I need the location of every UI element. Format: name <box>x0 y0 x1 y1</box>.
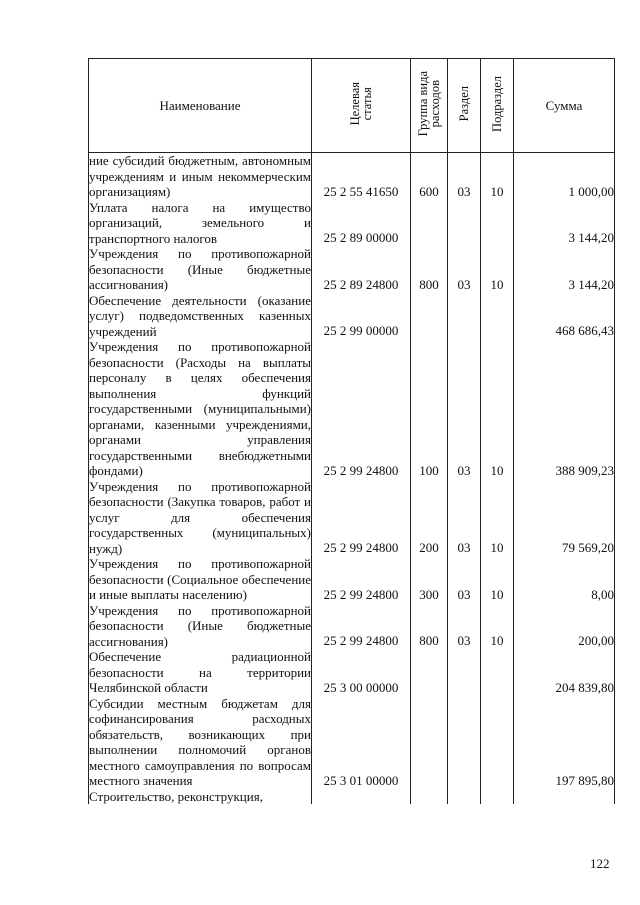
row-subsection: 10 <box>481 153 514 200</box>
table-row <box>89 153 615 200</box>
row-name: Учреждения по противопожарной безопасности (Расходы на выплаты персоналу в целях обеспечения выполнения функций государственными (муниципальными) органами, казенными учреждениями, органами управления государственными внебюджетными фондами) <box>89 339 311 478</box>
table-row <box>89 339 615 479</box>
table-row <box>89 479 615 557</box>
row-section: 03 <box>448 339 481 479</box>
row-section <box>448 789 481 805</box>
table-row <box>89 649 615 696</box>
row-subsection <box>481 789 514 805</box>
row-expense-group <box>411 200 448 247</box>
row-name: ние субсидий бюджетным, автономным учреждениям и иным некоммерческим организациям) <box>89 153 311 199</box>
table-row <box>89 246 615 293</box>
row-target-article <box>312 789 411 805</box>
budget-table <box>88 58 615 804</box>
row-name: Учреждения по противопожарной безопасности (Закупка товаров, работ и услуг для обеспечения государственных (муниципальных) нужд) <box>89 478 311 556</box>
row-amount: 197 895,80 <box>514 696 615 789</box>
row-target-article: 25 3 01 00000 <box>312 696 411 789</box>
row-subsection <box>481 696 514 789</box>
row-subsection: 10 <box>481 246 514 293</box>
header-name: Наименование <box>89 59 312 153</box>
row-target-article: 25 2 99 24800 <box>312 479 411 557</box>
row-amount: 204 839,80 <box>514 649 615 696</box>
row-section <box>448 696 481 789</box>
header-subsection: Подраздел <box>481 59 514 153</box>
row-expense-group: 100 <box>411 339 448 479</box>
row-subsection: 10 <box>481 339 514 479</box>
row-amount: 3 144,20 <box>514 246 615 293</box>
row-name: Строительство, реконструкция, <box>89 789 312 805</box>
row-section: 03 <box>448 153 481 200</box>
row-section <box>448 649 481 696</box>
row-subsection: 10 <box>481 479 514 557</box>
row-amount: 8,00 <box>514 556 615 603</box>
header-section: Раздел <box>448 59 481 153</box>
row-section: 03 <box>448 479 481 557</box>
page-number: 122 <box>590 856 610 871</box>
row-subsection <box>481 293 514 340</box>
table-row <box>89 293 615 340</box>
row-target-article: 25 2 99 24800 <box>312 339 411 479</box>
row-target-article: 25 2 89 24800 <box>312 246 411 293</box>
row-target-article: 25 2 99 24800 <box>312 556 411 603</box>
row-expense-group: 800 <box>411 603 448 650</box>
row-amount: 468 686,43 <box>514 293 615 340</box>
row-amount: 388 909,23 <box>514 339 615 479</box>
row-section <box>448 200 481 247</box>
row-expense-group <box>411 293 448 340</box>
row-name: Обеспечение радиационной безопасности на территории Челябинской области <box>89 649 311 695</box>
row-expense-group <box>411 696 448 789</box>
table-row <box>89 789 615 805</box>
row-target-article: 25 3 00 00000 <box>312 649 411 696</box>
row-target-article: 25 2 99 00000 <box>312 293 411 340</box>
row-name: Обеспечение деятельности (оказание услуг) подведомственных казенных учреждений <box>89 292 311 339</box>
row-expense-group <box>411 649 448 696</box>
row-subsection: 10 <box>481 603 514 650</box>
row-target-article: 25 2 99 24800 <box>312 603 411 650</box>
row-name: Уплата налога на имущество организаций, земельного и транспортного налогов <box>89 199 311 246</box>
row-amount: 3 144,20 <box>514 200 615 247</box>
row-amount: 200,00 <box>514 603 615 650</box>
header-target-article: Целевая статья <box>312 59 411 153</box>
row-subsection: 10 <box>481 556 514 603</box>
row-section: 03 <box>448 556 481 603</box>
row-subsection <box>481 200 514 247</box>
table-header-row <box>89 59 615 153</box>
header-expense-group: Группа вида расходов <box>411 59 448 153</box>
row-expense-group: 300 <box>411 556 448 603</box>
row-expense-group: 600 <box>411 153 448 200</box>
row-target-article: 25 2 89 00000 <box>312 200 411 247</box>
row-amount: 1 000,00 <box>514 153 615 200</box>
row-amount <box>514 789 615 805</box>
table-row <box>89 603 615 650</box>
row-expense-group: 200 <box>411 479 448 557</box>
table-row <box>89 696 615 789</box>
row-target-article: 25 2 55 41650 <box>312 153 411 200</box>
table-row <box>89 556 615 603</box>
row-expense-group <box>411 789 448 805</box>
header-amount: Сумма <box>514 59 615 153</box>
row-section: 03 <box>448 603 481 650</box>
row-name: Субсидии местным бюджетам для софинансирования расходных обязательств, возникающих при выполнении полномочий органов местного самоуправления по вопросам местного значения <box>89 695 311 788</box>
row-section <box>448 293 481 340</box>
row-name: Учреждения по противопожарной безопасности (Иные бюджетные ассигнования) <box>89 602 311 649</box>
table-row <box>89 200 615 247</box>
row-amount: 79 569,20 <box>514 479 615 557</box>
row-name: Учреждения по противопожарной безопасности (Иные бюджетные ассигнования) <box>89 246 311 292</box>
row-expense-group: 800 <box>411 246 448 293</box>
row-name: Учреждения по противопожарной безопасности (Социальное обеспечение и иные выплаты населению) <box>89 556 311 602</box>
row-subsection <box>481 649 514 696</box>
row-section: 03 <box>448 246 481 293</box>
